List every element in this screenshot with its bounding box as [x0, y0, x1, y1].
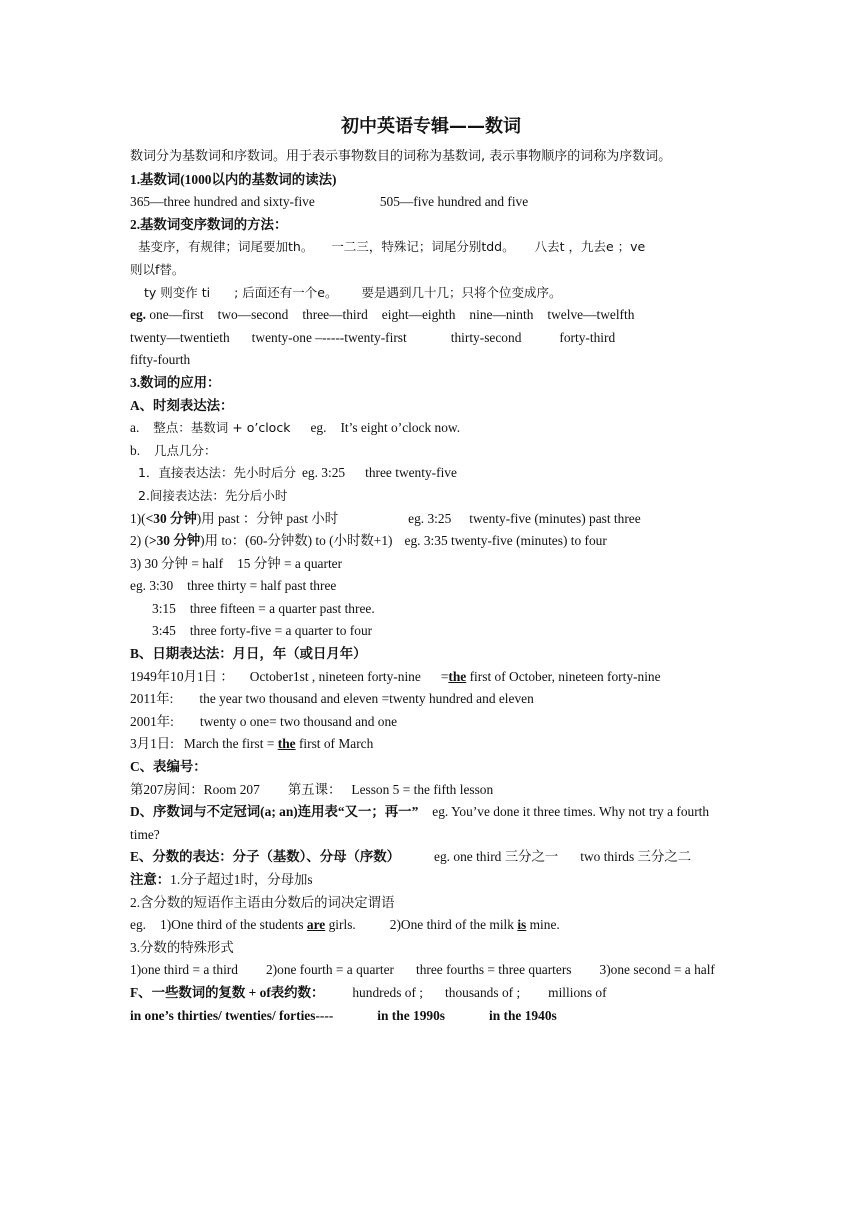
to-rule-line	[130, 530, 732, 553]
date-label: 3月1日:	[130, 736, 174, 752]
example-text: three forty-five = a quarter to four	[189, 623, 373, 639]
example-text: 2)one fourth = a quarter	[265, 962, 394, 978]
example-text: October1st , nineteen forty-nine	[249, 668, 421, 684]
section-f-line	[130, 982, 732, 1005]
rule-text: 15 分钟 = a quarter	[237, 555, 343, 571]
example-text: 1)One third of the students	[160, 917, 307, 933]
eg-label: eg. 3:30	[130, 578, 174, 594]
ordinal-example-row-3: fifty-fourth	[130, 352, 191, 368]
example-text: millions of	[548, 984, 607, 1000]
quarter-to-example-line	[130, 620, 732, 643]
example-text: in the 1940s	[489, 1007, 557, 1023]
page-title: 初中英语专辑——数词	[341, 116, 521, 137]
rule-text: ty 则变作 ti	[144, 284, 211, 300]
rule-text: <30 分钟	[145, 510, 197, 526]
ordinal-example-row-2	[130, 327, 732, 350]
date-example-2011	[130, 688, 732, 711]
ordinal-pair: thirty-second	[450, 329, 522, 345]
ordinal-pair: forty-third	[559, 329, 616, 345]
example-text: mine.	[526, 917, 560, 933]
section-2-heading: 2.基数词变序数词的方法：	[130, 216, 288, 232]
emphasis-verb: is	[517, 917, 527, 933]
note-line-3: 3.分数的特殊形式	[130, 939, 234, 955]
example-text: three twenty-five	[365, 465, 457, 481]
note-label: 注意：	[130, 872, 171, 887]
note-text: 1.分子超过1时，分母加s	[170, 872, 313, 887]
example-365: 365—three hundred and sixty-five	[130, 194, 315, 210]
example-text: It’s eight o’clock now.	[340, 420, 461, 436]
example-text: 3)one second = a half	[599, 962, 715, 978]
example-text: eg. one third 三分之一	[434, 849, 559, 865]
rule-line-1	[130, 236, 732, 259]
intro-paragraph: 数词分为基数词和序数词。用于表示事物数目的词称为基数词, 表示事物顺序的词称为序数词。	[130, 149, 672, 164]
example-text: girls.	[325, 917, 356, 933]
item-label: b.	[130, 442, 141, 458]
date-label: 2011年:	[130, 691, 174, 707]
ordinal-pair: twenty-one –-----twenty-first	[251, 329, 407, 345]
emphasis-verb: are	[306, 917, 326, 933]
section-1-examples	[130, 191, 732, 214]
example-text: 第五课：	[287, 781, 342, 797]
eg-label: eg. 3:25	[301, 465, 346, 481]
document-page	[130, 112, 732, 1027]
example-text: eg. 3:35 twenty-five (minutes) to four	[404, 533, 607, 549]
rule-text: )用 to：(60-分钟数) to (小时数+1)	[200, 533, 393, 549]
ordinal-example-row-1	[130, 304, 732, 327]
method-text: 1．直接表达法：先小时后分	[138, 465, 296, 481]
section-3-heading: 3.数词的应用：	[130, 374, 221, 390]
rule-text: 八去t ，九去e ；ve	[534, 239, 646, 255]
half-example-line	[130, 575, 732, 598]
ordinal-pair: twelve—twelfth	[547, 307, 635, 323]
indirect-method-line	[130, 485, 732, 508]
section-1-heading: 1.基数词(1000以内的基数词的读法)	[130, 171, 337, 187]
rule-text: >30 分钟	[148, 533, 201, 549]
fraction-verb-examples	[130, 914, 732, 937]
ordinal-pair: one—first	[149, 307, 204, 323]
rule-text: )用 past ：分钟 past 小时	[196, 510, 339, 526]
section-b-heading: B、日期表达法：月日，年（或日月年）	[130, 646, 367, 662]
example-text: twenty-five (minutes) past three	[469, 510, 641, 526]
example-text: 2)One third of the milk	[389, 917, 518, 933]
example-text: the year two thousand and eleven =twenty hundred and eleven	[199, 691, 534, 707]
example-text: three fifteen = a quarter past three.	[189, 600, 375, 616]
section-d-heading: D、序数词与不定冠词(a; an)连用表“又一；再一”	[130, 804, 419, 820]
rule-text: ; 后面还有一个e。	[234, 284, 338, 300]
direct-method-line	[130, 462, 732, 485]
example-text: in the 1990s	[377, 1007, 446, 1023]
item-text: 整点：基数词 + o’clock	[153, 420, 291, 436]
example-text: March the first =	[183, 736, 278, 752]
example-text: twenty o one= two thousand and one	[199, 713, 398, 729]
rule-text: 2) (	[130, 533, 149, 549]
section-e-paragraph	[130, 846, 732, 869]
example-text: in one’s thirties/ twenties/ forties----	[130, 1007, 334, 1023]
rule-text: 基变序，有规律；词尾要加th。	[138, 239, 314, 255]
section-c-heading: C、表编号：	[130, 759, 207, 775]
half-quarter-line	[130, 553, 732, 576]
ordinal-pair: twenty—twentieth	[130, 329, 230, 345]
eg-label: eg.	[310, 420, 327, 436]
example-text: two thirds 三分之二	[580, 849, 692, 865]
example-text: 1)one third = a third	[130, 962, 238, 978]
example-text: hundreds of ;	[352, 984, 424, 1000]
emphasis-the: the	[448, 668, 467, 684]
quarter-past-example-line	[130, 598, 732, 621]
past-rule-line	[130, 508, 732, 531]
time-minutes-line	[130, 440, 732, 463]
ordinal-pair: nine—ninth	[469, 307, 534, 323]
date-example-2001	[130, 711, 732, 734]
special-fraction-forms	[130, 959, 732, 982]
eg-label: 3:15	[152, 600, 176, 616]
rule-line-2: 则以f替。	[130, 261, 185, 277]
rule-line-3	[130, 282, 732, 305]
eg-label: 3:45	[152, 623, 176, 639]
item-label: a.	[130, 420, 140, 436]
method-text: 2.间接表达法：先分后小时	[138, 487, 288, 503]
section-e-heading: E、分数的表达：分子（基数）、分母（序数）	[130, 849, 401, 865]
eg-label: eg.	[130, 917, 146, 933]
date-example-1949	[130, 666, 732, 689]
ordinal-pair: two—second	[217, 307, 289, 323]
example-text: 第207房间：Room 207	[130, 781, 260, 797]
item-text: 几点几分：	[154, 442, 217, 458]
example-text: three fourths = three quarters	[415, 962, 572, 978]
date-example-march	[130, 733, 732, 756]
numbering-example-line	[130, 779, 732, 802]
example-text: Lesson 5 = the fifth lesson	[351, 781, 494, 797]
example-text: thousands of ;	[445, 984, 521, 1000]
eg-label: eg. 3:25	[408, 510, 452, 526]
rule-text: 要是遇到几十几；只将个位变成序。	[361, 284, 562, 300]
example-505: 505—five hundred and five	[379, 194, 529, 210]
date-label: 1949年10月1日 ：	[130, 668, 234, 684]
example-text: three thirty = half past three	[187, 578, 337, 594]
eg-label: eg.	[130, 307, 146, 323]
rule-text: 一二三，特殊记；词尾分别tdd。	[331, 239, 515, 255]
note-line-1	[130, 869, 732, 892]
rule-text: 1)(	[130, 510, 146, 526]
section-d-paragraph	[130, 801, 732, 846]
section-a-heading: A、时刻表达法：	[130, 397, 234, 413]
example-text: first of March	[295, 736, 374, 752]
ordinal-pair: eight—eighth	[381, 307, 456, 323]
section-f-last-line	[130, 1005, 732, 1028]
example-text: first of October, nineteen forty-nine	[466, 668, 661, 684]
ordinal-pair: three—third	[302, 307, 368, 323]
emphasis-the: the	[277, 736, 296, 752]
note-line-2: 2.含分数的短语作主语由分数后的词决定谓语	[130, 894, 395, 910]
date-label: 2001年:	[130, 713, 174, 729]
example-text: =	[440, 668, 449, 684]
time-whole-hour-line	[130, 417, 732, 440]
example-text: eg. You’ve done it three times. Why not try a fourth time?	[130, 804, 710, 842]
rule-text: 3) 30 分钟 = half	[130, 555, 224, 571]
section-f-heading: F、一些数词的复数 + of表约数：	[130, 984, 325, 1000]
